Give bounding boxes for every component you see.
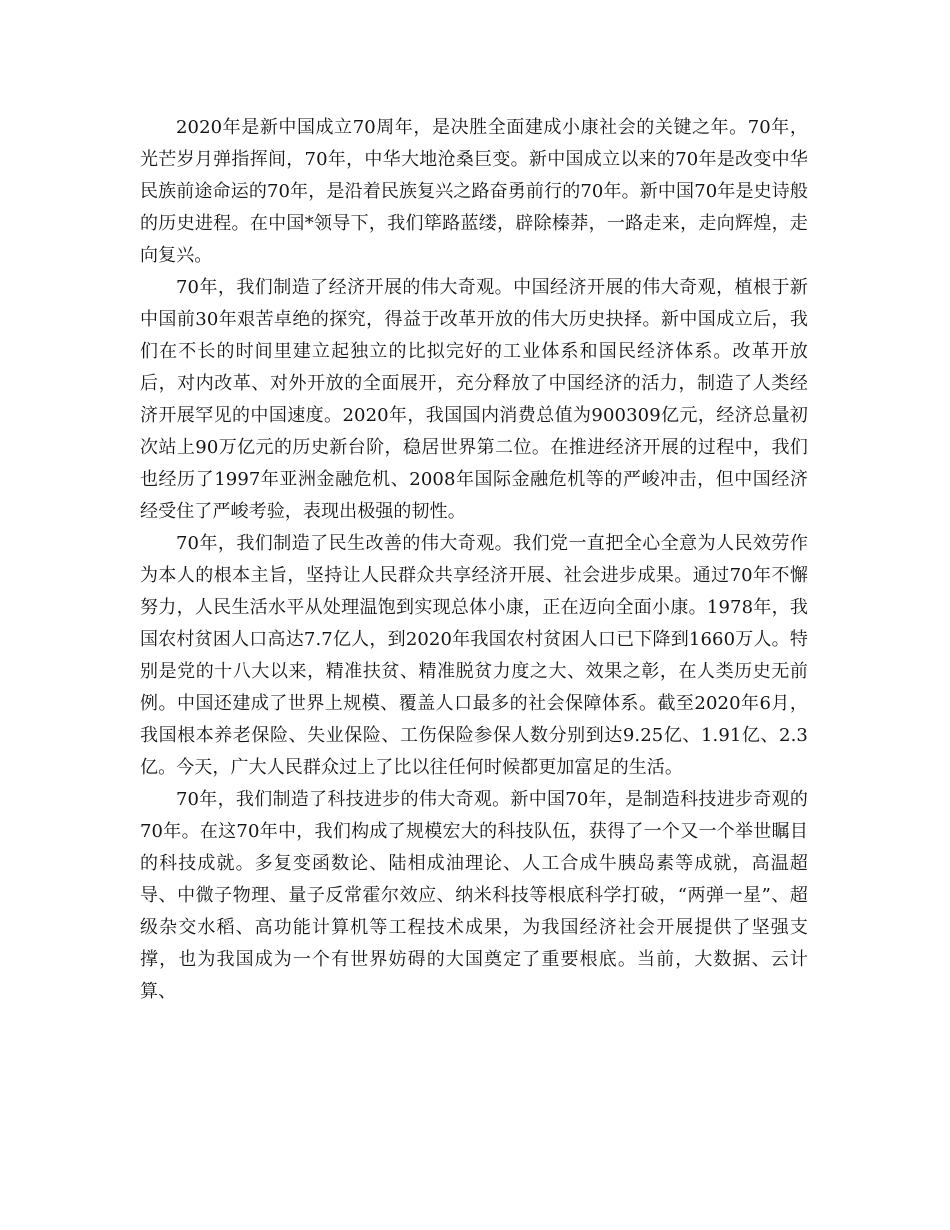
paragraph-2: 70年，我们制造了经济开展的伟大奇观。中国经济开展的伟大奇观，植根于新中国前30年艰苦卓绝的探究，得益于改革开放的伟大历史抉择。新中国成立后，我们在不长的时间里建立起独立的比拟完好的工业体系和国民经济体系。改革开放后，对内改革、对外开放的全面展开，充分释放了中国经济的活力，制造了人类经济开展罕见的中国速度。2020年，我国国内消费总值为900309亿元，经济总量初次站上90万亿元的历史新台阶，稳居世界第二位。在推进经济开展的过程中，我们也经历了1997年亚洲金融危机、2008年国际金融危机等的严峻冲击，但中国经济经受住了严峻考验，表现出极强的韧性。 <box>140 277 808 522</box>
paragraph-1: 2020年是新中国成立70周年，是决胜全面建成小康社会的关键之年。70年，光芒岁月弹指挥间，70年，中华大地沧桑巨变。新中国成立以来的70年是改变中华民族前途命运的70年，是沿着民族复兴之路奋勇前行的70年。新中国70年是史诗般的历史进程。在中国*领导下，我们筚路蓝缕，辟除榛莽，一路走来，走向辉煌，走向复兴。 <box>140 117 808 266</box>
paragraph-3: 70年，我们制造了民生改善的伟大奇观。我们党一直把全心全意为人民效劳作为本人的根本主旨，坚持让人民群众共享经济开展、社会进步成果。通过70年不懈努力，人民生活水平从处理温饱到实现总体小康，正在迈向全面小康。1978年，我国农村贫困人口高达7.7亿人，到2020年我国农村贫困人口已下降到1660万人。特别是党的十八大以来，精准扶贫、精准脱贫力度之大、效果之彰，在人类历史无前例。中国还建成了世界上规模、覆盖人口最多的社会保障体系。截至2020年6月，我国根本养老保险、失业保险、工伤保险参保人数分别到达9.25亿、1.91亿、2.3亿。今天，广大人民群众过上了比以往任何时候都更加富足的生活。 <box>140 533 808 778</box>
paragraph-4: 70年，我们制造了科技进步的伟大奇观。新中国70年，是制造科技进步奇观的70年。在这70年中，我们构成了规模宏大的科技队伍，获得了一个又一个举世瞩目的科技成就。多复变函数论、陆相成油理论、人工合成牛胰岛素等成就，高温超导、中微子物理、量子反常霍尔效应、纳米科技等根底科学打破，“两弹一星”、超级杂交水稻、高功能计算机等工程技术成果，为我国经济社会开展提供了坚强支撑，也为我国成为一个有世界妨碍的大国奠定了重要根底。当前，大数据、云计算、 <box>140 789 808 1002</box>
document-body <box>140 112 808 1008</box>
